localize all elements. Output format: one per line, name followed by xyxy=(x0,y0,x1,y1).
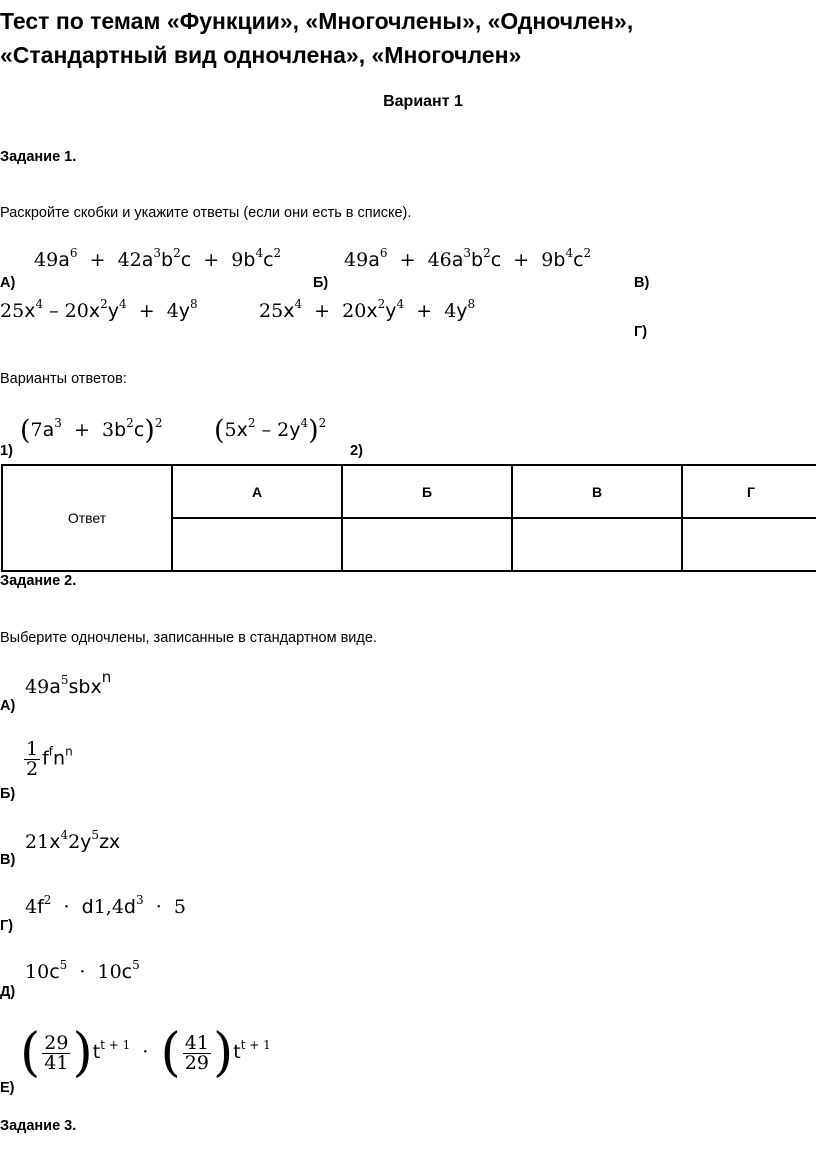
task-1-heading: Задание 1. xyxy=(0,149,77,165)
monomial-label-b: Б) xyxy=(0,786,16,802)
monomial-a: $49a^5sbx^n$ xyxy=(25,668,112,698)
page-title-line-1: Тест по темам «Функции», «Многочлены», «Одночлен», xyxy=(0,8,634,34)
monomial-label-v: В) xyxy=(0,852,16,868)
expression-b: $49a^6 + 46a^3b^2c + 9b^4c^2$ xyxy=(344,246,592,271)
answer-cell-b[interactable] xyxy=(342,518,512,571)
monomial-e: ( $\frac{29}{41}$ )$t^{t + 1}$ · ( $\frac{41}{29}$ )$t^{t + 1}$ xyxy=(20,1023,271,1083)
option-2-label: 2) xyxy=(350,443,363,459)
column-header-b: Б xyxy=(342,465,512,518)
task-1-instruction: Раскройте скобки и укажите ответы (если они есть в списке). xyxy=(0,205,412,221)
monomial-d: $10c^5 \cdot 10c^5$ xyxy=(25,958,140,983)
label-v: В) xyxy=(634,275,650,291)
task-2-instruction: Выберите одночлены, записанные в стандартном виде. xyxy=(0,630,377,646)
options-title: Варианты ответов: xyxy=(0,371,127,387)
expression-a: $49a^6 + 42a^3b^2c + 9b^4c^2$ xyxy=(34,246,282,271)
label-b: Б) xyxy=(313,275,329,291)
answer-table xyxy=(1,464,816,572)
answer-cell-a[interactable] xyxy=(172,518,342,571)
answer-cell-v[interactable] xyxy=(512,518,682,571)
variant-heading: Вариант 1 xyxy=(383,93,463,110)
expression-v: $25x^4 - 20x^2y^4 + 4y^8$ xyxy=(0,297,198,322)
monomial-label-a: А) xyxy=(0,698,16,714)
answer-row-label: Ответ xyxy=(2,465,172,571)
column-header-v: В xyxy=(512,465,682,518)
monomial-v: $21x^42y^5zx$ xyxy=(25,828,121,853)
monomial-label-e: Е) xyxy=(0,1080,15,1096)
task-2-heading: Задание 2. xyxy=(0,573,77,589)
monomial-label-d: Д) xyxy=(0,984,16,1000)
monomial-g: $4f^2 \cdot d1,4d^3 \cdot 5$ xyxy=(25,893,186,918)
option-1-expression: $(7a^3 + 3b^2c)^2$ xyxy=(20,415,163,446)
monomial-b: $\frac{1}{2}$ $f^fn^n$ xyxy=(26,738,73,780)
option-2-expression: $(5x^2 - 2y^4)^2$ xyxy=(214,415,327,446)
label-a: А) xyxy=(0,275,16,291)
option-1-label: 1) xyxy=(0,443,13,459)
monomial-label-g: Г) xyxy=(0,918,14,934)
label-g: Г) xyxy=(634,324,648,340)
answer-cell-g[interactable] xyxy=(682,518,816,571)
task-3-heading: Задание 3. xyxy=(0,1118,77,1134)
expression-g: $25x^4 + 20x^2y^4 + 4y^8$ xyxy=(259,297,476,322)
column-header-a: А xyxy=(172,465,342,518)
page-title-line-2: «Стандартный вид одночлена», «Многочлен» xyxy=(0,42,522,68)
column-header-g: Г xyxy=(682,465,816,518)
